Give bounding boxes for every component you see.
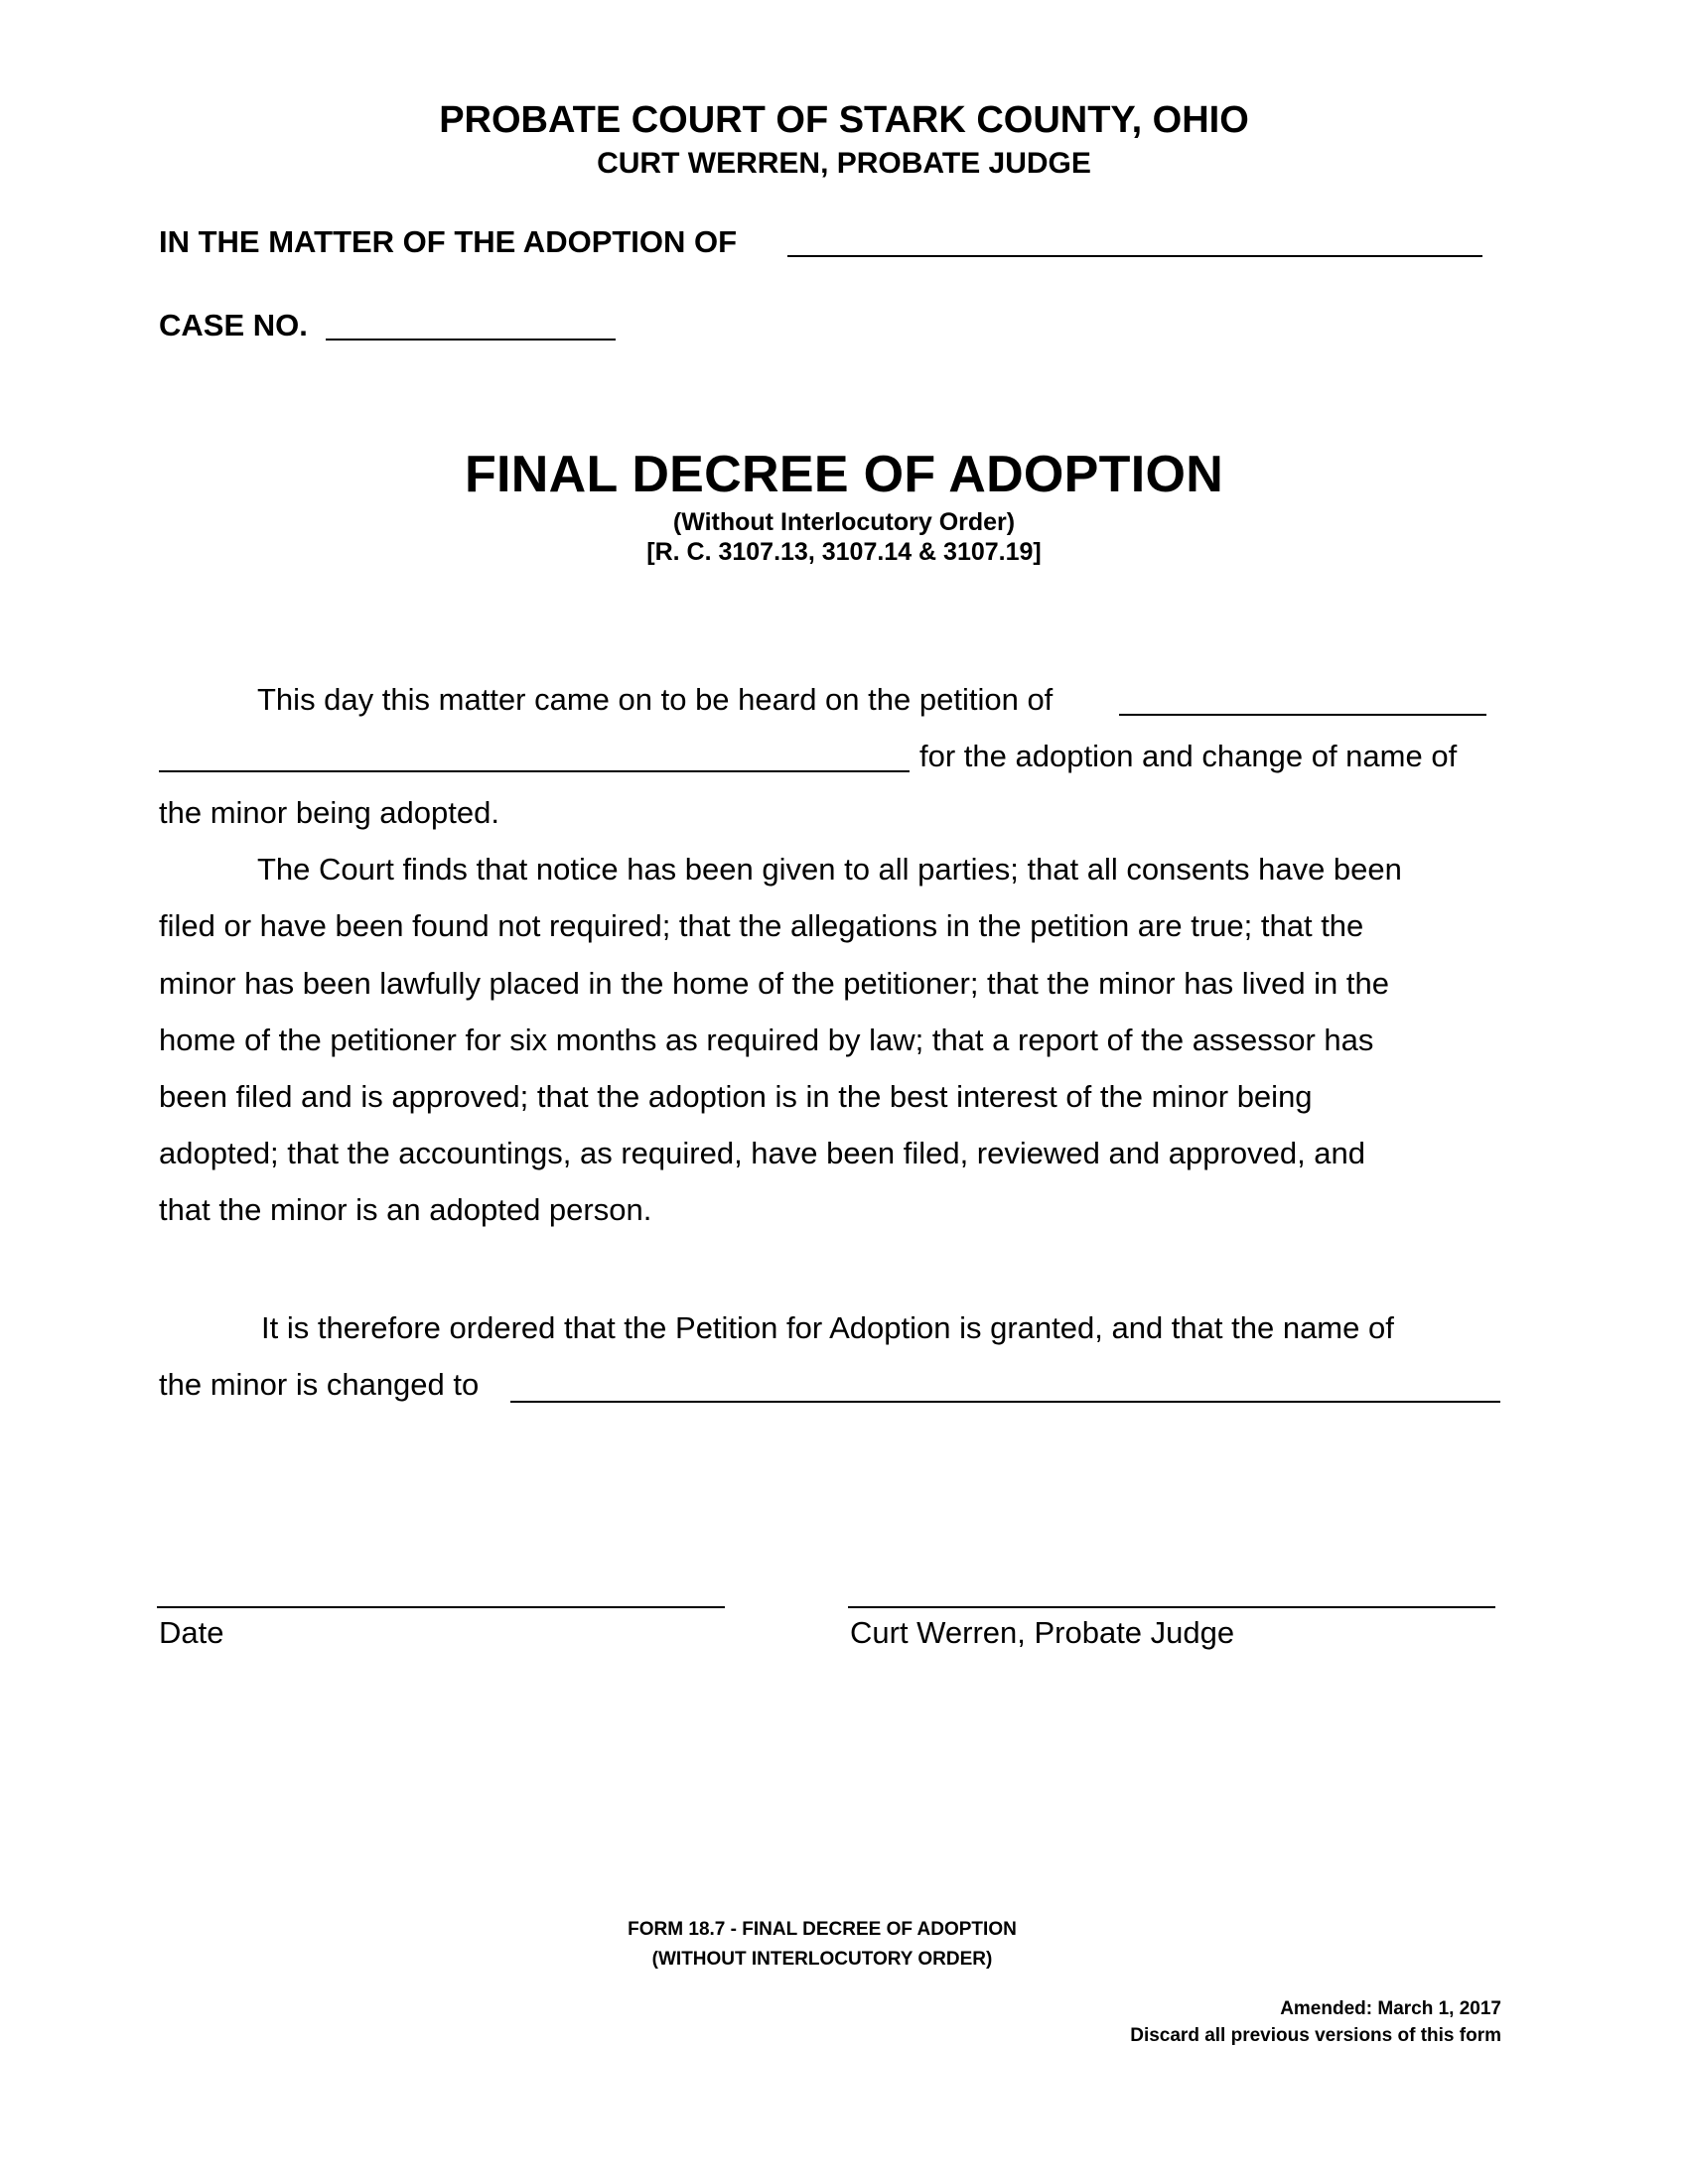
date-signature-line[interactable]: [157, 1606, 725, 1608]
form-subtitle: (WITHOUT INTERLOCUTORY ORDER): [651, 1949, 993, 1970]
findings-line: been filed and is approved; that the adoption is in the best interest of the minor being: [159, 1079, 1313, 1114]
amended-date: Amended: March 1, 2017: [1280, 1998, 1501, 2019]
petitioner-field-2[interactable]: [159, 770, 910, 772]
order-text: It is therefore ordered that the Petition for Adoption is granted, and that the name of: [261, 1310, 1394, 1345]
case-number-field[interactable]: [326, 339, 616, 341]
petition-intro-text: This day this matter came on to be heard on the petition of: [257, 682, 1054, 717]
document-subtitle: (Without Interlocutory Order): [672, 508, 1016, 536]
judge-name: CURT WERREN, PROBATE JUDGE: [597, 147, 1091, 180]
petitioner-field-1[interactable]: [1119, 714, 1486, 716]
adoption-of-field[interactable]: [787, 255, 1482, 257]
name-change-text: the minor is changed to: [159, 1367, 480, 1402]
findings-line: filed or have been found not required; that the allegations in the petition are true; that the: [159, 908, 1364, 943]
findings-line: home of the petitioner for six months as required by law; that a report of the assessor has: [159, 1023, 1374, 1057]
judge-signature-label: Curt Werren, Probate Judge: [850, 1615, 1235, 1650]
findings-line: that the minor is an adopted person.: [159, 1192, 652, 1227]
findings-line: The Court finds that notice has been given to all parties; that all consents have been: [257, 852, 1402, 887]
statute-reference: [R. C. 3107.13, 3107.14 & 3107.19]: [646, 538, 1042, 566]
judge-signature-line[interactable]: [848, 1606, 1495, 1608]
petition-purpose-text: for the adoption and change of name of: [919, 739, 1458, 773]
findings-line: minor has been lawfully placed in the home of the petitioner; that the minor has lived in the: [159, 966, 1390, 1001]
document-title: FINAL DECREE OF ADOPTION: [464, 446, 1224, 503]
date-label: Date: [159, 1615, 224, 1650]
case-number-label: CASE NO.: [159, 308, 308, 342]
discard-notice: Discard all previous versions of this form: [1130, 2025, 1501, 2046]
findings-line: adopted; that the accountings, as required, have been filed, reviewed and approved, and: [159, 1136, 1366, 1170]
court-name: PROBATE COURT OF STARK COUNTY, OHIO: [439, 99, 1249, 141]
form-number: FORM 18.7 - FINAL DECREE OF ADOPTION: [628, 1919, 1017, 1940]
matter-label: IN THE MATTER OF THE ADOPTION OF: [159, 224, 738, 259]
new-name-field[interactable]: [510, 1401, 1500, 1403]
minor-adopted-text: the minor being adopted.: [159, 795, 499, 830]
